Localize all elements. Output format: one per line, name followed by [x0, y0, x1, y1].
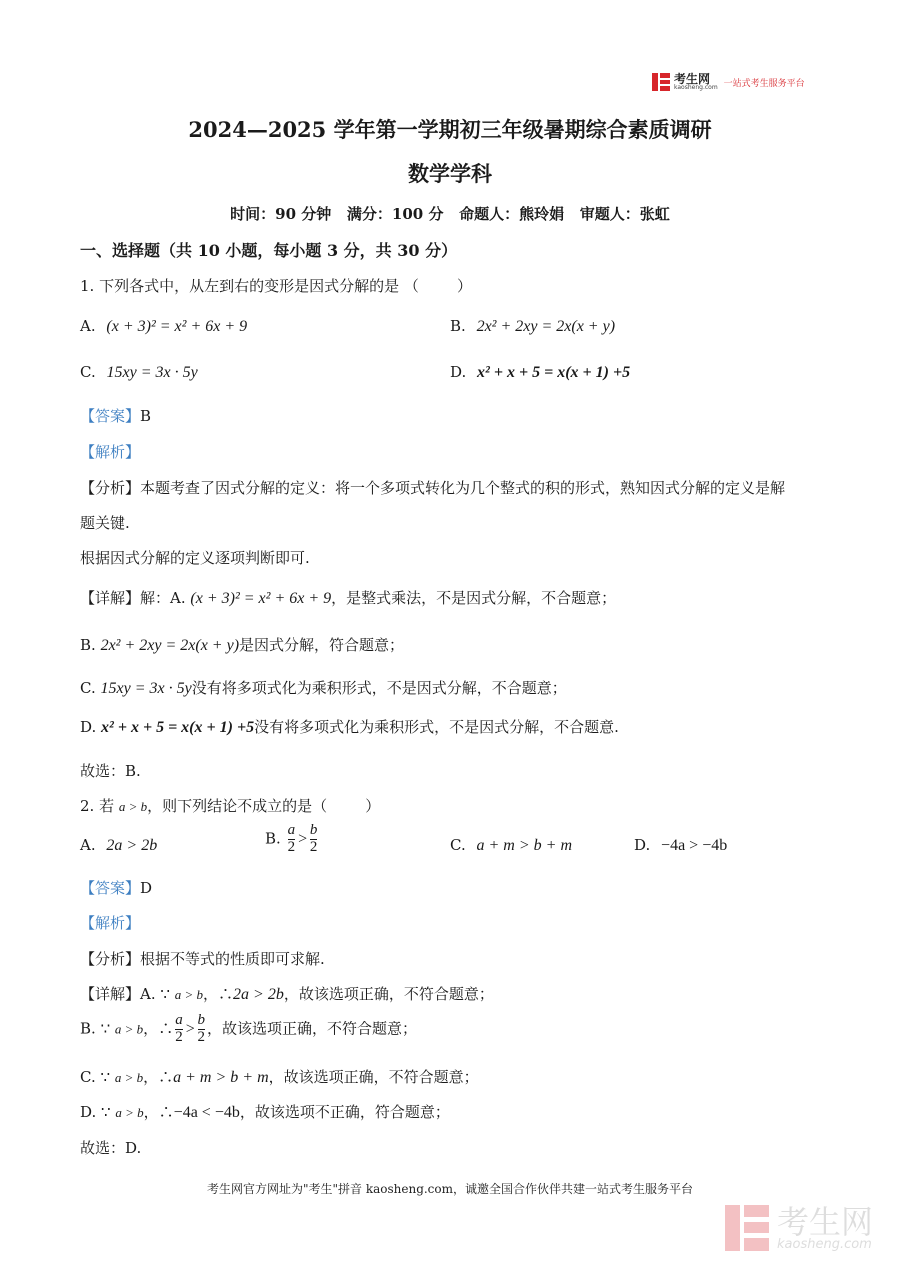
q2-detail-a-text: ，故该选项正确，不符合题意；	[283, 985, 494, 1003]
frac-denominator: 2	[197, 1028, 205, 1045]
q2-detail-b: B. ∵ a > b，∴ $\frac{a}{2}$ > $\frac{b}{2}$ ，故该选项正确，不符合题意；	[80, 1012, 418, 1045]
q2-detail-d-prefix: D.	[80, 1103, 102, 1121]
q1-option-b-label: B.	[450, 317, 466, 335]
q2-option-b	[265, 823, 319, 856]
q2-detail-a: 【详解】A. ∵ a > b，∴2a > 2b，故该选项正确，不符合题意；	[80, 985, 494, 1003]
q1-option-c-expr: 15xy = 3x · 5y	[106, 364, 198, 381]
q1-option-a-expr: (x + 3)² = x² + 6x + 9	[106, 318, 248, 335]
frac-numerator: b	[309, 822, 318, 838]
q2-detail-c-expr: a + m > b + m	[173, 1069, 269, 1086]
q1-answer	[80, 405, 151, 426]
q1-option-d-expr: x² + x + 5 = x(x + 1) +5	[477, 364, 631, 381]
q2-option-d-label: D.	[634, 836, 651, 854]
therefore-symbol: ∴	[158, 1068, 174, 1086]
q2-detail-cond: a > b	[114, 1070, 144, 1085]
q1-analysis-tag: 【解析】	[80, 443, 141, 461]
q1-detail-a-expr: (x + 3)² = x² + 6x + 9	[190, 590, 332, 607]
q2-detail-b-frac2	[198, 1013, 206, 1046]
brand-logo	[652, 73, 805, 91]
q1-answer-value: B	[140, 407, 152, 425]
q2-option-d-expr: −4a > −4b	[661, 837, 728, 854]
therefore-symbol: ∴	[158, 1103, 174, 1121]
q2-detail-b-prefix: B.	[80, 1019, 101, 1038]
exam-info: 时间：90 分钟 满分：100 分 命题人：熊玲娟 审题人：张虹	[230, 205, 670, 223]
page-subject: 数学学科	[408, 161, 492, 186]
q1-option-d	[450, 363, 630, 382]
q1-option-b-expr: 2x² + 2xy = 2x(x + y)	[476, 318, 616, 335]
therefore-symbol: ∴	[158, 1019, 174, 1038]
q2-detail-d: D. ∵ a > b，∴−4a < −4b，故该选项不正确，符合题意；	[80, 1103, 450, 1121]
q1-detail-b	[80, 634, 404, 655]
q2-detail-cond: a > b	[114, 1021, 144, 1037]
q1-detail-b-prefix: B.	[80, 636, 101, 654]
q2-option-a-expr: 2a > 2b	[106, 837, 158, 854]
q2-stem-expr: a > b	[118, 799, 148, 814]
watermark-domain: kaosheng.com	[777, 1236, 872, 1252]
q1-detail-d-prefix: D.	[80, 718, 102, 736]
q2-detail-b-op: >	[184, 1020, 196, 1038]
q1-detail-b-text: 是因式分解，符合题意；	[239, 636, 405, 654]
q1-analysis-line1: 本题考查了因式分解的定义：将一个多项式转化为几个整式的积的形式，熟知因式分解的定义是解	[140, 479, 786, 497]
q2-detail-a-expr: 2a > 2b	[233, 986, 284, 1003]
frac-denominator: 2	[175, 1028, 183, 1045]
section-heading: 一、选择题（共 10 小题，每小题 3 分，共 30 分）	[80, 241, 458, 260]
page-footer: 考生网官方网址为"考生"拼音 kaosheng.com，诚邀全国合作伙伴共建一站式考生服务平台	[206, 1182, 694, 1196]
watermark-logo-icon	[725, 1205, 769, 1251]
q2-answer-value: D	[140, 879, 153, 897]
q1-detail-d-expr: x² + x + 5 = x(x + 1) +5	[101, 719, 255, 736]
brand-watermark	[725, 1202, 874, 1252]
q2-detail-d-expr: −4a < −4b	[173, 1104, 240, 1121]
q1-detail-a-text: ，是整式乘法，不是因式分解，不合题意；	[331, 589, 617, 607]
q1-option-c	[80, 363, 198, 382]
q1-conclusion: 故选：B.	[80, 762, 141, 780]
q2-option-b-frac2	[310, 823, 318, 856]
page-title: 2024—2025 学年第一学期初三年级暑期综合素质调研	[188, 117, 712, 142]
q1-option-b	[450, 317, 615, 336]
q1-analysis-line2: 题关键.	[80, 514, 130, 532]
because-symbol: ∵	[160, 985, 170, 1003]
therefore-symbol: ∴	[218, 985, 234, 1003]
q2-analysis-tag: 【解析】	[80, 914, 141, 932]
q1-detail-a	[80, 587, 616, 608]
frac-denominator: 2	[287, 838, 296, 855]
q2-detail-cond: a > b	[115, 1105, 144, 1120]
frac-numerator: b	[197, 1012, 205, 1028]
q2-analysis-text: 根据不等式的性质即可求解.	[140, 950, 325, 968]
q2-analysis-label: 【分析】	[80, 950, 141, 968]
q2-detail-cond: a > b	[174, 987, 203, 1002]
frac-numerator: a	[175, 1012, 183, 1028]
logo-mark-icon	[652, 73, 670, 91]
q1-analysis-line3: 根据因式分解的定义逐项判断即可.	[80, 549, 310, 567]
q1-detail-b-expr: 2x² + 2xy = 2x(x + y)	[100, 637, 240, 654]
q2-option-c	[450, 836, 572, 855]
q1-detail-c	[80, 677, 567, 698]
q2-answer	[80, 877, 152, 898]
q2-option-b-label: B.	[265, 829, 281, 848]
q2-stem-prefix: 2. 若	[80, 797, 119, 815]
logo-name: 考生网	[674, 72, 711, 86]
q2-detail-c-prefix: C.	[80, 1068, 101, 1086]
q1-detail-label: 【详解】	[80, 589, 141, 607]
q2-detail-c: C. ∵ a > b，∴a + m > b + m，故该选项正确，不符合题意；	[80, 1068, 479, 1086]
q2-detail-b-text: ，故该选项正确，不符合题意；	[207, 1019, 418, 1038]
q2-option-b-op: >	[297, 830, 308, 848]
logo-domain: kaosheng.com	[674, 84, 718, 91]
q1-option-c-label: C.	[80, 363, 96, 381]
q1-detail-c-expr: 15xy = 3x · 5y	[100, 680, 192, 697]
q2-conclusion: 故选：D.	[80, 1139, 142, 1157]
watermark-name: 考生网	[777, 1202, 874, 1241]
q1-option-d-label: D.	[450, 363, 467, 381]
q2-stem-suffix: ，则下列结论不成立的是（ ）	[147, 797, 381, 815]
q2-detail-a-prefix: A.	[140, 985, 161, 1003]
q2-answer-tag: 【答案】	[80, 879, 141, 897]
q1-detail-d-text: 没有将多项式化为乘积形式，不是因式分解，不合题意.	[254, 718, 619, 736]
q1-answer-tag: 【答案】	[80, 407, 141, 425]
q2-detail-b-frac1	[175, 1013, 183, 1046]
q2-analysis	[80, 948, 325, 969]
logo-tagline: 一站式考生服务平台	[723, 78, 805, 89]
q1-option-a-label: A.	[80, 317, 96, 335]
q2-option-c-expr: a + m > b + m	[476, 837, 572, 854]
q1-detail-c-text: 没有将多项式化为乘积形式，不是因式分解，不合题意；	[191, 679, 567, 697]
q1-detail-c-prefix: C.	[80, 679, 101, 697]
q2-option-d	[634, 836, 727, 855]
q2-detail-d-text: ，故该选项不正确，符合题意；	[239, 1103, 450, 1121]
q1-detail-d	[80, 716, 619, 737]
q1-analysis-label: 【分析】	[80, 479, 141, 497]
q1-stem: 1. 下列各式中，从左到右的变形是因式分解的是 （ ）	[80, 277, 472, 295]
q2-stem	[80, 795, 380, 816]
q1-detail-a-prefix: 解：A.	[140, 589, 191, 607]
q2-option-b-frac1	[288, 823, 296, 856]
q2-option-c-label: C.	[450, 836, 466, 854]
q1-option-a	[80, 317, 247, 336]
q2-detail-label: 【详解】	[80, 985, 141, 1003]
because-symbol: ∵	[101, 1103, 111, 1121]
frac-numerator: a	[287, 822, 296, 838]
q2-detail-c-text: ，故该选项正确，不符合题意；	[268, 1068, 479, 1086]
q2-option-a-label: A.	[80, 836, 96, 854]
because-symbol: ∵	[100, 1019, 111, 1038]
because-symbol: ∵	[100, 1068, 111, 1086]
q1-analysis	[80, 477, 785, 498]
q2-option-a	[80, 836, 157, 855]
frac-denominator: 2	[309, 838, 318, 855]
